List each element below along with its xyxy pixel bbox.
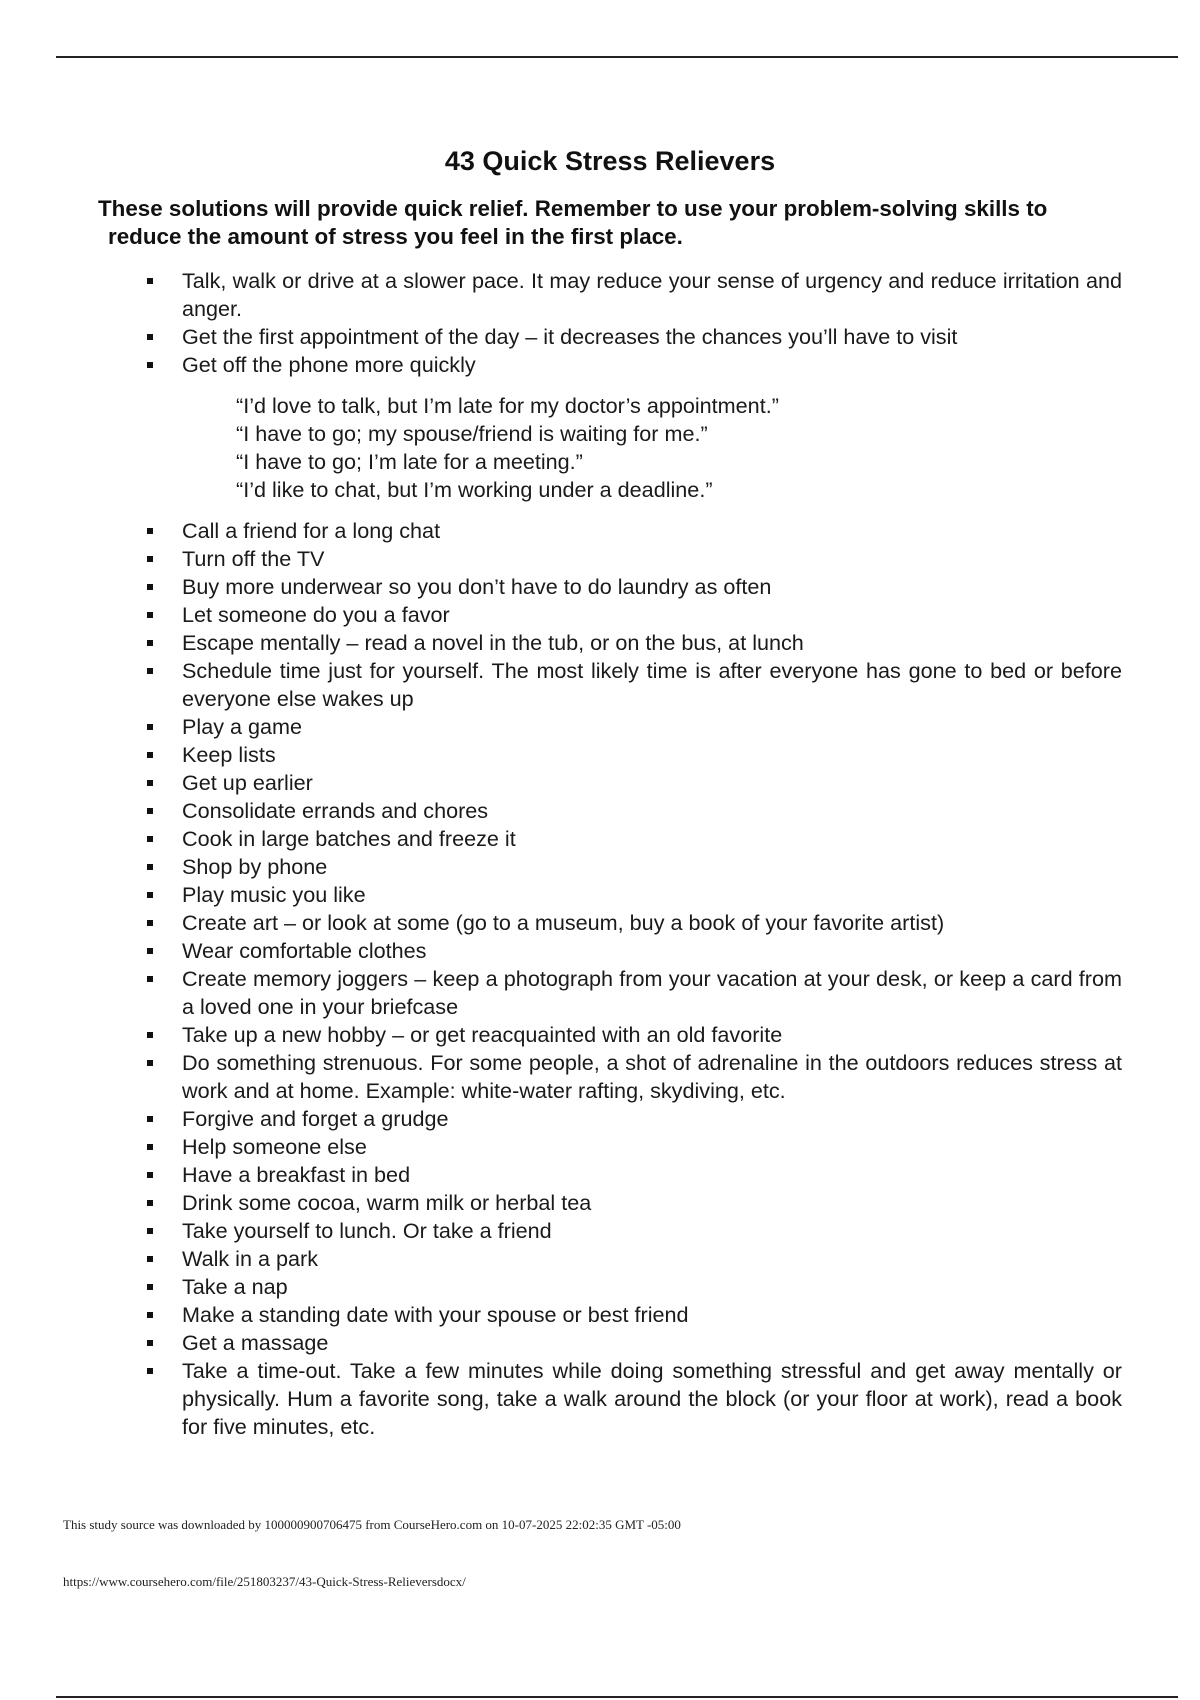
bottom-rule [56,1696,1178,1698]
bullet-icon [147,1284,153,1290]
list-item [0,1301,1122,1329]
list-item [0,1105,1122,1133]
list-item [0,769,1122,797]
list-item [0,853,1122,881]
list-item-text: Take up a new hobby – or get reacquainted with an old favorite [182,1022,783,1047]
bullet-icon [147,1256,153,1262]
list-item-text: Cook in large batches and freeze it [182,826,516,851]
bullet-icon [147,362,153,368]
quote-line: “I’d love to talk, but I’m late for my doctor’s appointment.” [236,393,779,418]
list-item [0,1273,1122,1301]
source-url[interactable]: https://www.coursehero.com/file/251803237/43-Quick-Stress-Relieversdocx/ [63,1574,466,1589]
list-item [0,267,1122,323]
list-item-text: Play music you like [182,882,366,907]
list-item-text: Have a breakfast in bed [182,1162,411,1187]
list-item-text: Make a standing date with your spouse or best friend [182,1302,689,1327]
bullet-icon [147,836,153,842]
bullet-icon [147,808,153,814]
quote-line: “I have to go; I’m late for a meeting.” [236,449,583,474]
bullet-icon [147,612,153,618]
bullet-icon [147,920,153,926]
list-item [0,657,1122,713]
list-item-text: Let someone do you a favor [182,602,450,627]
bullet-icon [147,780,153,786]
list-item [0,1133,1122,1161]
list-item [0,323,1122,351]
list-item [0,1021,1122,1049]
intro-line-2: reduce the amount of stress you feel in the first place. [108,224,683,249]
list-item [0,1161,1122,1189]
list-item-text: Turn off the TV [182,546,325,571]
list-item-text: Get the first appointment of the day – it decreases the chances you’ll have to visit [182,324,958,349]
bullet-icon [147,1116,153,1122]
list-item-text: Escape mentally – read a novel in the tub, or on the bus, at lunch [182,630,804,655]
list-item [0,713,1122,741]
list-item-text: Buy more underwear so you don’t have to do laundry as often [182,574,772,599]
intro-paragraph [98,195,1124,251]
quote-line: “I’d like to chat, but I’m working under a deadline.” [236,477,713,502]
bullet-icon [147,528,153,534]
phone-excuse-quotes [236,392,779,504]
list-item-text: Keep lists [182,742,276,767]
list-item [0,351,1122,379]
bullet-icon [147,864,153,870]
list-item [0,909,1122,937]
list-item-text: Create art – or look at some (go to a museum, buy a book of your favorite artist) [182,910,945,935]
list-item [0,965,1122,1021]
bullet-icon [147,1368,153,1374]
bullet-icon [147,334,153,340]
list-item-text: Get a massage [182,1330,329,1355]
document-title: 43 Quick Stress Relievers [444,146,776,176]
bullet-icon [147,1144,153,1150]
bullet-icon [147,278,153,284]
bullet-icon [147,892,153,898]
reliever-list-main [0,517,1200,1441]
list-item-text: Consolidate errands and chores [182,798,489,823]
bullet-icon [147,724,153,730]
bullet-icon [147,752,153,758]
bullet-icon [147,584,153,590]
top-rule [56,56,1178,58]
list-item [0,937,1122,965]
bullet-icon [147,1228,153,1234]
bullet-icon [147,1340,153,1346]
list-item [0,1217,1122,1245]
list-item [0,545,1122,573]
list-item [0,797,1122,825]
list-item-text: Shop by phone [182,854,328,879]
list-item [0,573,1122,601]
bullet-icon [147,1312,153,1318]
list-item-text: Walk in a park [182,1246,319,1271]
list-item-text: Take a time-out. Take a few minutes while doing something stressful and get away mentally or physically. Hum a favorite song, take a walk around the block (or your floor at work), read a book for five minutes, etc. [182,1358,1122,1439]
list-item-text: Do something strenuous. For some people, a shot of adrenaline in the outdoors reduces stress at work and at home. Example: white-water rafting, skydiving, etc. [182,1050,1122,1103]
bullet-icon [147,1032,153,1038]
list-item [0,1049,1122,1105]
bullet-icon [147,668,153,674]
list-item [0,601,1122,629]
intro-line-1: These solutions will provide quick relief. Remember to use your problem-solving skills to [98,196,1048,221]
list-item-text: Talk, walk or drive at a slower pace. It may reduce your sense of urgency and reduce irritation and anger. [182,268,1122,321]
list-item [0,1329,1122,1357]
download-note: This study source was downloaded by 100000900706475 from CourseHero.com on 10-07-2025 22:02:35 GMT -05:00 [63,1517,681,1532]
bullet-icon [147,1200,153,1206]
list-item-text: Take yourself to lunch. Or take a friend [182,1218,552,1243]
list-item [0,1357,1122,1441]
list-item-text: Take a nap [182,1274,288,1299]
list-item [0,881,1122,909]
list-item-text: Call a friend for a long chat [182,518,441,543]
reliever-list-top [0,267,1200,379]
list-item-text: Get up earlier [182,770,313,795]
bullet-icon [147,640,153,646]
list-item [0,825,1122,853]
list-item [0,517,1122,545]
list-item-text: Wear comfortable clothes [182,938,427,963]
list-item-text: Schedule time just for yourself. The most likely time is after everyone has gone to bed or before everyone else wakes up [182,658,1122,711]
list-item [0,1189,1122,1217]
list-item-text: Help someone else [182,1134,367,1159]
list-item [0,1245,1122,1273]
bullet-icon [147,1060,153,1066]
list-item-text: Forgive and forget a grudge [182,1106,449,1131]
bullet-icon [147,1172,153,1178]
list-item-text: Get off the phone more quickly [182,352,476,377]
bullet-icon [147,948,153,954]
list-item [0,629,1122,657]
bullet-icon [147,556,153,562]
bullet-icon [147,976,153,982]
list-item-text: Create memory joggers – keep a photograph from your vacation at your desk, or keep a card from a loved one in your briefcase [182,966,1122,1019]
quote-line: “I have to go; my spouse/friend is waiting for me.” [236,421,708,446]
list-item-text: Play a game [182,714,303,739]
list-item [0,741,1122,769]
list-item-text: Drink some cocoa, warm milk or herbal tea [182,1190,592,1215]
